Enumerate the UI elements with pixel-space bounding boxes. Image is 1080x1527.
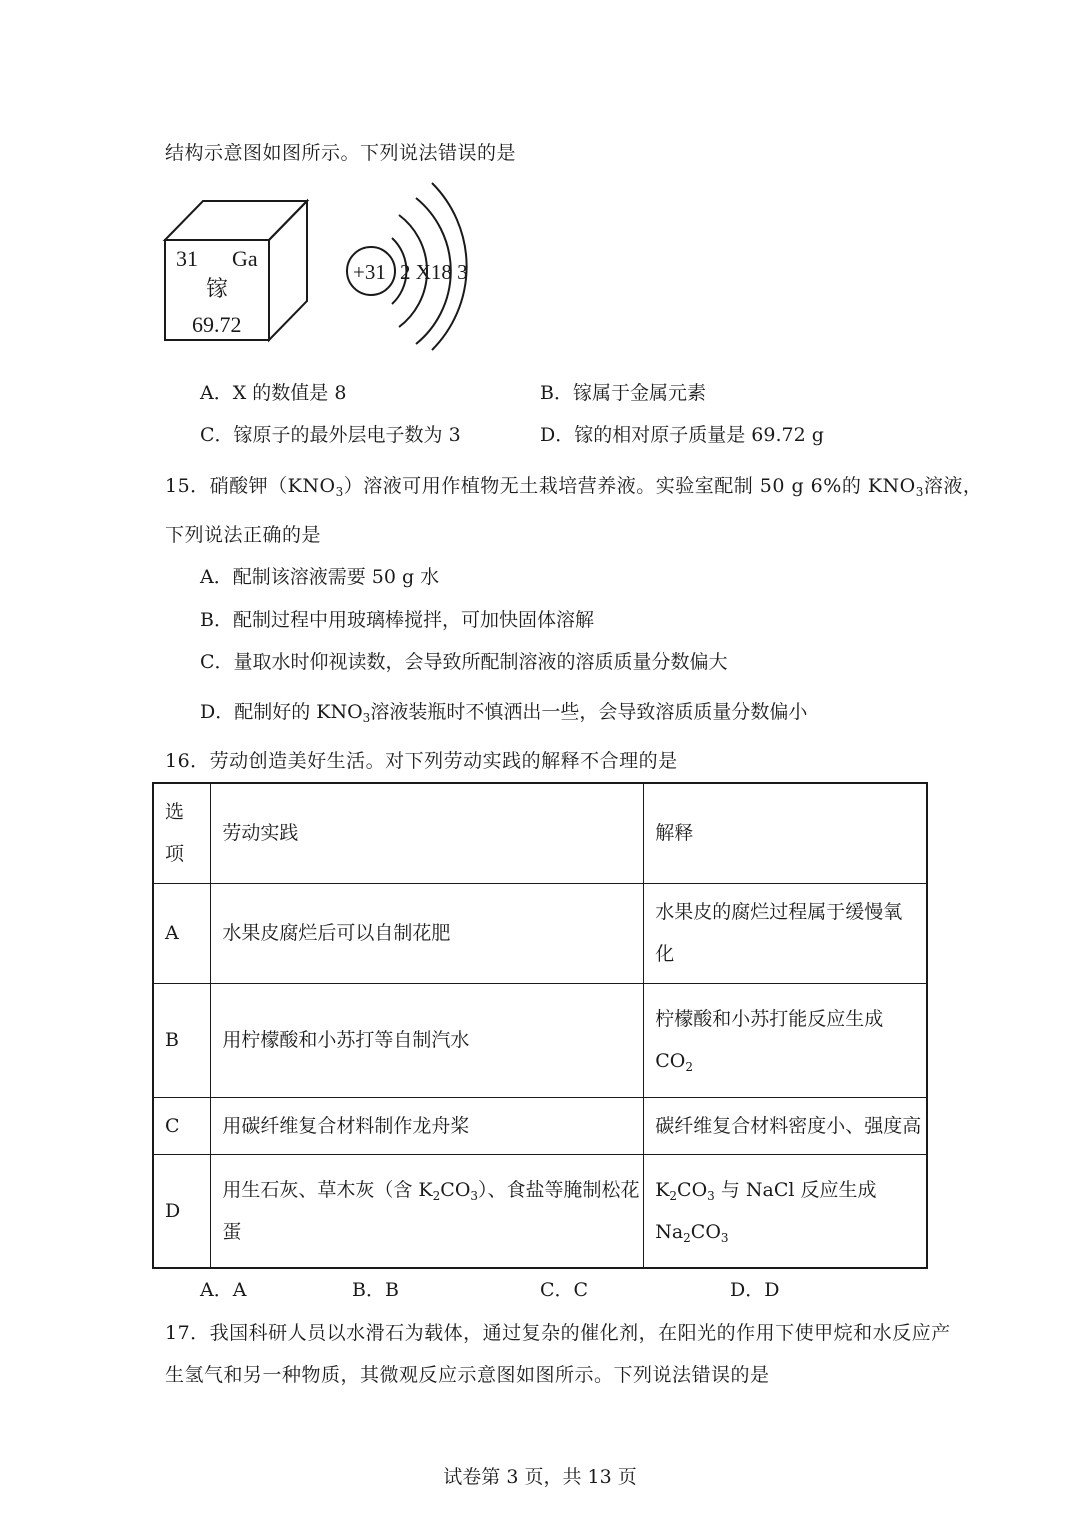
table-row (153, 1154, 927, 1268)
q16-stem: 16．劳动创造美好生活。对下列劳动实践的解释不合理的是 (165, 750, 678, 772)
electron-counts: 2 X18 3 (400, 260, 468, 284)
nucleus-charge: +31 (353, 260, 386, 284)
q14-option-c: C．镓原子的最外层电子数为 3 (200, 424, 461, 446)
q16-answer-a: A．A (200, 1279, 247, 1301)
tile-symbol: Ga (232, 246, 258, 271)
q14-option-b: B．镓属于金属元素 (540, 382, 706, 404)
q16-answer-b: B．B (352, 1279, 399, 1301)
row-practice: 用碳纤维复合材料制作龙舟桨 (211, 1097, 644, 1154)
q14-stem-tail: 结构示意图如图所示。下列说法错误的是 (165, 142, 517, 164)
row-explanation: 碳纤维复合材料密度小、强度高 (644, 1097, 927, 1154)
row-key: B (153, 983, 211, 1097)
q15-option-a: A．配制该溶液需要 50 g 水 (200, 566, 440, 588)
row-key: C (153, 1097, 211, 1154)
q15-option-c: C．量取水时仰视读数，会导致所配制溶液的溶质质量分数偏大 (200, 651, 728, 673)
table-header-row (153, 783, 927, 883)
table-row (153, 983, 927, 1097)
row-practice: 水果皮腐烂后可以自制花肥 (211, 883, 644, 983)
q17-stem-line2: 生氢气和另一种物质，其微观反应示意图如图所示。下列说法错误的是 (165, 1364, 770, 1386)
q14-option-a: A．X 的数值是 8 (200, 382, 347, 404)
q15-option-d: D．配制好的 $KNO_3$溶液装瓶时不慎洒出一些，会导致溶质质量分数偏小 (200, 701, 808, 725)
page-footer: 试卷第 3 页，共 13 页 (443, 1466, 637, 1488)
q16-table (152, 782, 928, 1269)
header-explanation: 解释 (644, 783, 927, 883)
q17-stem-line1: 17．我国科研人员以水滑石为载体，通过复杂的催化剂，在阳光的作用下使甲烷和水反应产 (165, 1322, 951, 1344)
row-key: D (153, 1154, 211, 1268)
q14-option-d: D．镓的相对原子质量是 69.72 g (540, 424, 824, 446)
tile-element-name: 镓 (206, 276, 229, 301)
q15-option-b: B．配制过程中用玻璃棒搅拌，可加快固体溶解 (200, 609, 594, 631)
atomic-structure-figure (340, 178, 500, 353)
table-row (153, 1097, 927, 1154)
row-explanation: $K_2CO_3$ 与 NaCl 反应生成 $Na_2CO_3$ (644, 1154, 927, 1268)
row-practice: 用柠檬酸和小苏打等自制汽水 (211, 983, 644, 1097)
tile-atomic-mass: 69.72 (192, 312, 242, 337)
table-row (153, 883, 927, 983)
row-key: A (153, 883, 211, 983)
q15-stem-line2: 下列说法正确的是 (165, 524, 322, 546)
header-option: 选 项 (153, 783, 211, 883)
tile-atomic-number: 31 (176, 246, 198, 271)
element-tile-figure (160, 196, 320, 346)
q16-answer-d: D．D (730, 1279, 780, 1301)
row-explanation: 水果皮的腐烂过程属于缓慢氧 化 (644, 883, 927, 983)
row-practice: 用生石灰、草木灰（含 $K_2CO_3$）、食盐等腌制松花 蛋 (211, 1154, 644, 1268)
q16-answer-c: C．C (540, 1279, 589, 1301)
row-explanation: 柠檬酸和小苏打能反应生成 $CO_2$ (644, 983, 927, 1097)
q15-stem: 15．硝酸钾$(KNO_3)$溶液可用作植物无土栽培营养液。实验室配制 50 g 6%的 $KNO_3$溶液， (165, 475, 983, 499)
header-practice: 劳动实践 (211, 783, 644, 883)
